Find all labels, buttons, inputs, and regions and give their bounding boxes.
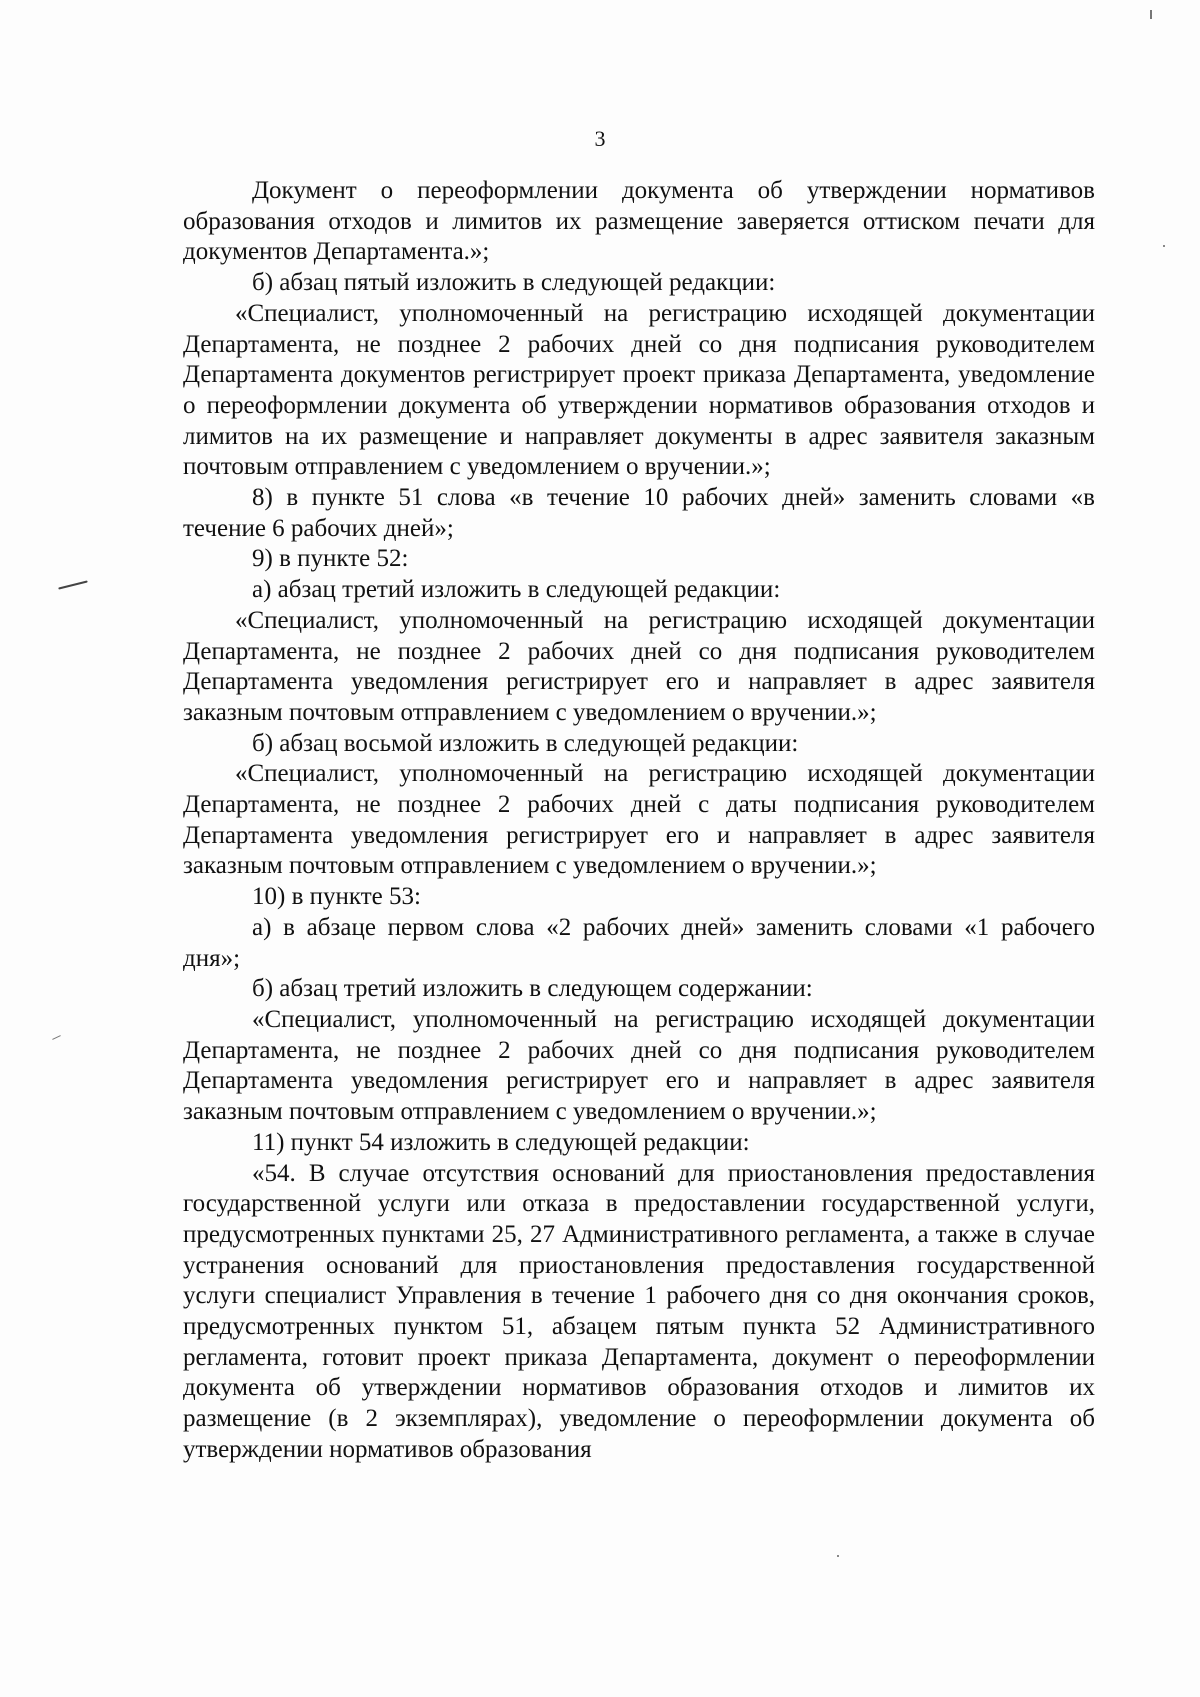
paragraph-quoted-text: «Специалист, уполномоченный на регистрацию исходящей документации Департамента, не позднее 2 рабочих дней со дня подписания руководителем Департамента уведомления регистрирует его и направляет в адрес заявителя заказным почтовым отправлением с уведомлением о вручении.»;	[183, 606, 1095, 726]
paragraph-amendment-item: б) абзац пятый изложить в следующей редакции:	[252, 269, 776, 297]
paragraph-amendment-item: а) в абзаце первом слова «2 рабочих дней» заменить словами «1 рабочего дня»;	[183, 913, 1095, 972]
paragraph-amendment-item: 10) в пункте 53:	[252, 883, 421, 911]
scan-speck	[52, 1035, 61, 1040]
paragraph-quoted-text: «Специалист, уполномоченный на регистрацию исходящей документации Департамента, не позднее 2 рабочих дней со дня подписания руководителем Департамента документов регистрирует проект приказа Департамента, уведомление о переоформлении документа об утверждении нормативов образования отходов и лимитов на их размещение и направляет документы в адрес заявителя заказным почтовым отправлением с уведомлением о вручении.»;	[183, 299, 1095, 481]
page-number: 3	[594, 126, 606, 151]
paragraph-continuation: Документ о переоформлении документа об утверждении нормативов образования отходов и лимитов их размещение заверяется оттиском печати для документов Департамента.»;	[183, 177, 1095, 266]
paragraph-quoted-text: «54. В случае отсутствия оснований для приостановления предоставления государственной услуги или отказа в предоставлении государственной услуги, предусмотренных пунктами 25, 27 Административного регламента, а также в случае устранения оснований для приостановления предоставления государственной услуги специалист Управления в течение 1 рабочего дня со дня окончания сроков, предусмотренных пунктом 51, абзацем пятым пункта 52 Административного регламента, готовит проект приказа Департамента, документ о переоформлении документа об утверждении нормативов образования отходов и лимитов их размещение (в 2 экземплярах), уведомление о переоформлении документа об утверждении нормативов образования	[183, 1159, 1095, 1463]
scan-speck	[1150, 10, 1152, 19]
paragraph-amendment-item: б) абзац третий изложить в следующем содержании:	[252, 975, 813, 1003]
scan-speck	[1163, 245, 1165, 247]
scan-stroke-mark	[58, 580, 88, 589]
scan-speck	[837, 1555, 839, 1557]
paragraph-quoted-text: «Специалист, уполномоченный на регистрацию исходящей документации Департамента, не позднее 2 рабочих дней с даты подписания руководителем Департамента уведомления регистрирует его и направляет в адрес заявителя заказным почтовым отправлением с уведомлением о вручении.»;	[183, 760, 1095, 880]
paragraph-amendment-item: 8) в пункте 51 слова «в течение 10 рабочих дней» заменить словами «в течение 6 рабочих дней»;	[183, 484, 1095, 542]
paragraph-quoted-text: «Специалист, уполномоченный на регистрацию исходящей документации Департамента, не позднее 2 рабочих дней со дня подписания руководителем Департамента уведомления регистрирует его и направляет в адрес заявителя заказным почтовым отправлением с уведомлением о вручении.»;	[183, 1005, 1095, 1126]
paragraph-amendment-item: а) абзац третий изложить в следующей редакции:	[252, 576, 781, 604]
paragraph-amendment-item: б) абзац восьмой изложить в следующей редакции:	[252, 729, 799, 757]
document-body	[183, 176, 1095, 1466]
paragraph-amendment-item: 11) пункт 54 изложить в следующей редакции:	[252, 1128, 750, 1156]
paragraph-amendment-item: 9) в пункте 52:	[252, 545, 409, 573]
